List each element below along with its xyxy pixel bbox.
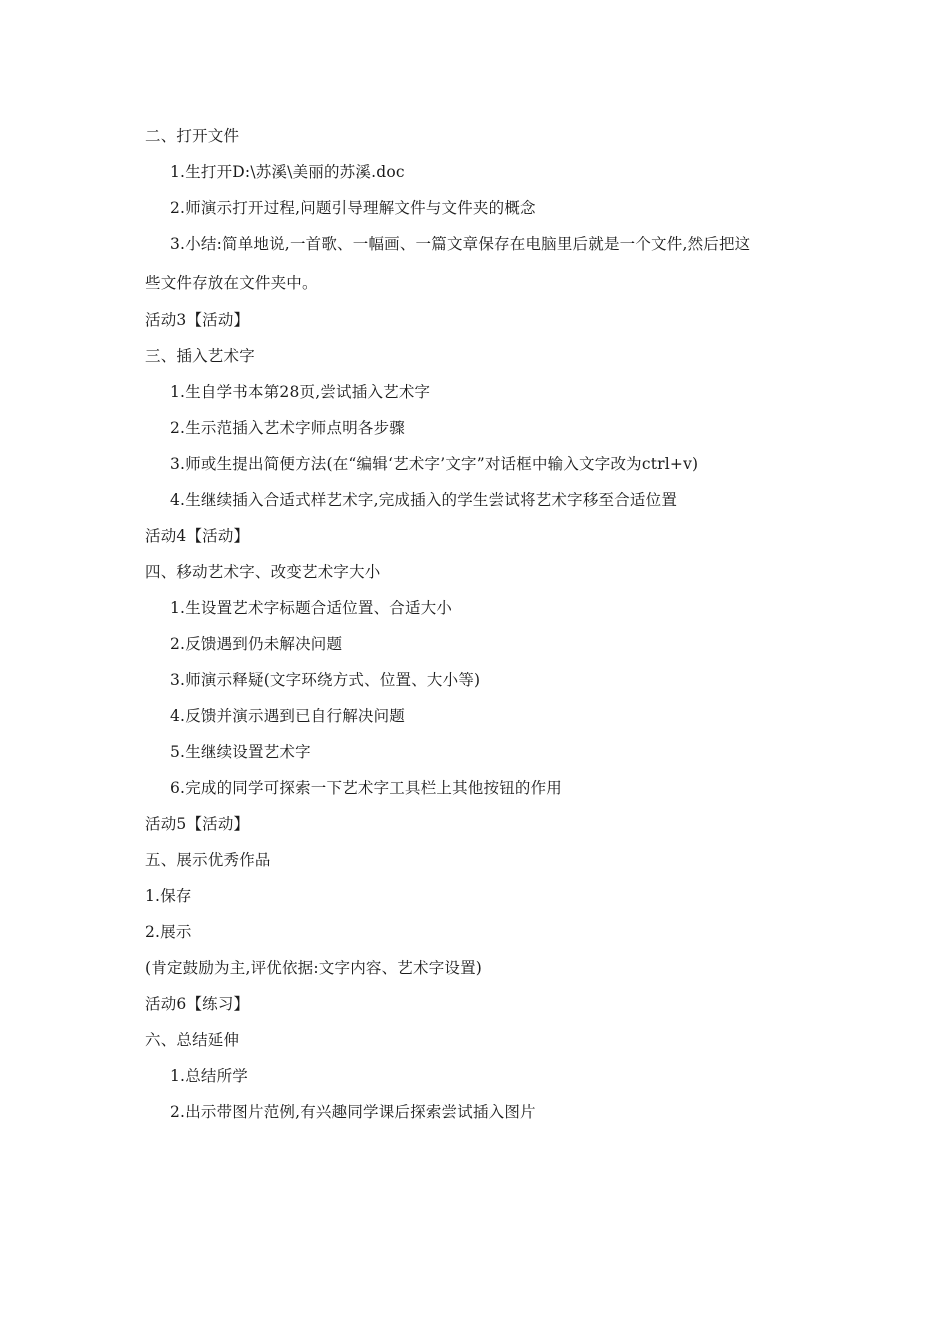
list-item: 1.保存 xyxy=(145,887,192,905)
activity-label: 活动5【活动】 xyxy=(145,815,250,833)
section-heading-open-file: 二、打开文件 xyxy=(145,127,240,145)
list-item: 2.反馈遇到仍未解决问题 xyxy=(170,635,343,653)
list-item: 5.生继续设置艺术字 xyxy=(170,743,311,761)
section-heading-move-wordart: 四、移动艺术字、改变艺术字大小 xyxy=(145,563,381,581)
activity-label: 活动6【练习】 xyxy=(145,995,250,1013)
note-text: (肯定鼓励为主,评优依据:文字内容、艺术字设置) xyxy=(145,959,483,977)
activity-label: 活动3【活动】 xyxy=(145,311,250,329)
list-item: 2.生示范插入艺术字师点明各步骤 xyxy=(170,419,405,437)
list-item: 4.反馈并演示遇到已自行解决问题 xyxy=(170,707,405,725)
list-item: 1.生自学书本第28页,尝试插入艺术字 xyxy=(170,383,431,401)
section-heading-showcase: 五、展示优秀作品 xyxy=(145,851,271,869)
list-item: 3.师演示释疑(文字环绕方式、位置、大小等) xyxy=(170,671,481,689)
list-item: 6.完成的同学可探索一下艺术字工具栏上其他按钮的作用 xyxy=(170,779,562,797)
list-item: 1.总结所学 xyxy=(170,1067,248,1085)
list-item: 4.生继续插入合适式样艺术字,完成插入的学生尝试将艺术字移至合适位置 xyxy=(170,491,678,509)
list-item: 3.师或生提出简便方法(在“编辑‘艺术字’文字”对话框中输入文字改为ctrl+v) xyxy=(170,455,699,473)
list-item: 2.展示 xyxy=(145,923,192,941)
list-item: 2.师演示打开过程,问题引导理解文件与文件夹的概念 xyxy=(170,199,536,217)
paragraph-continuation: 些文件存放在文件夹中。 xyxy=(145,274,318,292)
list-item: 2.出示带图片范例,有兴趣同学课后探索尝试插入图片 xyxy=(170,1103,536,1121)
section-heading-insert-wordart: 三、插入艺术字 xyxy=(145,347,255,365)
list-item: 3.小结:简单地说,一首歌、一幅画、一篇文章保存在电脑里后就是一个文件,然后把这 xyxy=(170,235,751,253)
section-heading-summary: 六、总结延伸 xyxy=(145,1031,240,1049)
list-item: 1.生设置艺术字标题合适位置、合适大小 xyxy=(170,599,453,617)
activity-label: 活动4【活动】 xyxy=(145,527,250,545)
list-item: 1.生打开D:\苏溪\美丽的苏溪.doc xyxy=(170,163,405,181)
